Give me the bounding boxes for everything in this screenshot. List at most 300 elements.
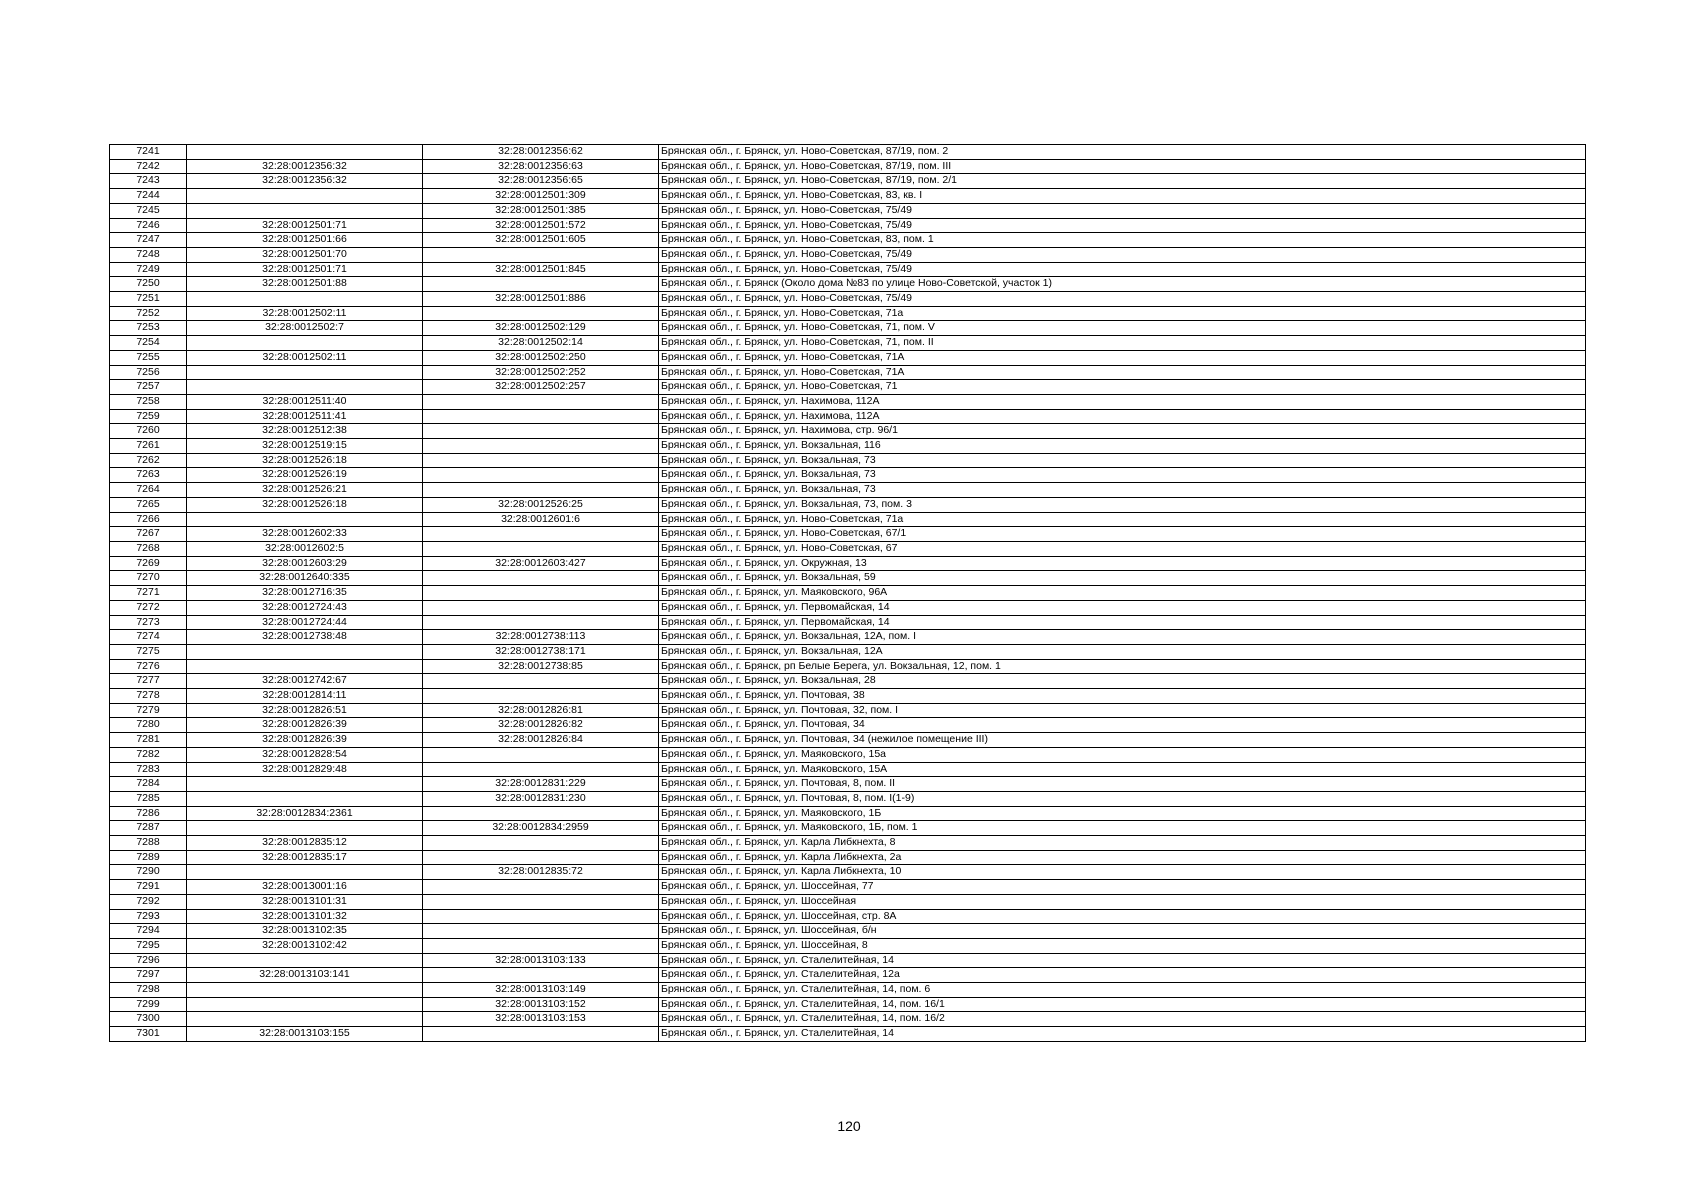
row-number-cell: 7256 [110, 365, 187, 380]
building-cadastral-number-cell: 32:28:0012826:84 [423, 733, 659, 748]
land-cadastral-number-cell: 32:28:0012356:32 [187, 159, 423, 174]
address-cell: Брянская обл., г. Брянск, ул. Ново-Советская, 75/49 [659, 292, 1586, 307]
land-cadastral-number-cell [187, 865, 423, 880]
building-cadastral-number-cell: 32:28:0012831:229 [423, 777, 659, 792]
row-number-cell: 7251 [110, 292, 187, 307]
address-cell: Брянская обл., г. Брянск, ул. Вокзальная, 73, пом. 3 [659, 497, 1586, 512]
building-cadastral-number-cell: 32:28:0012502:257 [423, 380, 659, 395]
address-cell: Брянская обл., г. Брянск, ул. Ново-Советская, 87/19, пом. III [659, 159, 1586, 174]
table-row [110, 497, 1586, 512]
address-cell: Брянская обл., г. Брянск, ул. Сталелитейная, 14, пом. 6 [659, 983, 1586, 998]
table-row [110, 468, 1586, 483]
row-number-cell: 7288 [110, 836, 187, 851]
address-cell: Брянская обл., г. Брянск, ул. Ново-Советская, 75/49 [659, 262, 1586, 277]
address-cell: Брянская обл., г. Брянск, ул. Ново-Советская, 71а [659, 306, 1586, 321]
row-number-cell: 7267 [110, 527, 187, 542]
table-row [110, 571, 1586, 586]
land-cadastral-number-cell [187, 659, 423, 674]
row-number-cell: 7287 [110, 821, 187, 836]
building-cadastral-number-cell: 32:28:0012501:385 [423, 203, 659, 218]
land-cadastral-number-cell: 32:28:0012826:39 [187, 733, 423, 748]
building-cadastral-number-cell [423, 277, 659, 292]
building-cadastral-number-cell [423, 689, 659, 704]
row-number-cell: 7275 [110, 644, 187, 659]
land-cadastral-number-cell [187, 380, 423, 395]
table-row [110, 247, 1586, 262]
row-number-cell: 7254 [110, 336, 187, 351]
row-number-cell: 7261 [110, 439, 187, 454]
land-cadastral-number-cell: 32:28:0012519:15 [187, 439, 423, 454]
row-number-cell: 7282 [110, 747, 187, 762]
address-cell: Брянская обл., г. Брянск, ул. Ново-Советская, 71а [659, 512, 1586, 527]
address-cell: Брянская обл., г. Брянск, ул. Почтовая, 34 (нежилое помещение III) [659, 733, 1586, 748]
registry-table [109, 144, 1586, 1042]
address-cell: Брянская обл., г. Брянск, ул. Ново-Советская, 67 [659, 541, 1586, 556]
table-row [110, 938, 1586, 953]
land-cadastral-number-cell [187, 644, 423, 659]
row-number-cell: 7280 [110, 718, 187, 733]
row-number-cell: 7277 [110, 674, 187, 689]
address-cell: Брянская обл., г. Брянск, ул. Шоссейная, 8 [659, 938, 1586, 953]
row-number-cell: 7283 [110, 762, 187, 777]
address-cell: Брянская обл., г. Брянск, ул. Вокзальная, 73 [659, 468, 1586, 483]
building-cadastral-number-cell [423, 938, 659, 953]
land-cadastral-number-cell: 32:28:0012835:12 [187, 836, 423, 851]
building-cadastral-number-cell: 32:28:0012356:62 [423, 145, 659, 160]
address-cell: Брянская обл., г. Брянск, ул. Почтовая, 38 [659, 689, 1586, 704]
table-row [110, 983, 1586, 998]
page-number: 120 [837, 1118, 861, 1134]
table-row [110, 306, 1586, 321]
row-number-cell: 7297 [110, 968, 187, 983]
land-cadastral-number-cell: 32:28:0012512:38 [187, 424, 423, 439]
address-cell: Брянская обл., г. Брянск, ул. Почтовая, 8, пом. II [659, 777, 1586, 792]
building-cadastral-number-cell: 32:28:0012502:14 [423, 336, 659, 351]
building-cadastral-number-cell: 32:28:0012501:845 [423, 262, 659, 277]
address-cell: Брянская обл., г. Брянск, ул. Ново-Советская, 75/49 [659, 247, 1586, 262]
land-cadastral-number-cell: 32:28:0013101:32 [187, 909, 423, 924]
land-cadastral-number-cell: 32:28:0013102:35 [187, 924, 423, 939]
building-cadastral-number-cell: 32:28:0012826:81 [423, 703, 659, 718]
row-number-cell: 7245 [110, 203, 187, 218]
building-cadastral-number-cell [423, 306, 659, 321]
land-cadastral-number-cell: 32:28:0012602:5 [187, 541, 423, 556]
table-row [110, 924, 1586, 939]
address-cell: Брянская обл., г. Брянск, ул. Первомайская, 14 [659, 600, 1586, 615]
building-cadastral-number-cell: 32:28:0012501:572 [423, 218, 659, 233]
table-row [110, 850, 1586, 865]
address-cell: Брянская обл., г. Брянск, ул. Шоссейная, стр. 8А [659, 909, 1586, 924]
address-cell: Брянская обл., г. Брянск, ул. Ново-Советская, 87/19, пом. 2/1 [659, 174, 1586, 189]
table-row [110, 865, 1586, 880]
table-row [110, 233, 1586, 248]
building-cadastral-number-cell [423, 762, 659, 777]
row-number-cell: 7292 [110, 894, 187, 909]
address-cell: Брянская обл., г. Брянск, ул. Сталелитейная, 14, пом. 16/1 [659, 997, 1586, 1012]
address-cell: Брянская обл., г. Брянск, рп Белые Берега, ул. Вокзальная, 12, пом. 1 [659, 659, 1586, 674]
table-row [110, 659, 1586, 674]
building-cadastral-number-cell: 32:28:0013103:133 [423, 953, 659, 968]
land-cadastral-number-cell: 32:28:0012501:70 [187, 247, 423, 262]
building-cadastral-number-cell [423, 453, 659, 468]
land-cadastral-number-cell: 32:28:0012501:88 [187, 277, 423, 292]
table-row [110, 806, 1586, 821]
table-row [110, 189, 1586, 204]
address-cell: Брянская обл., г. Брянск, ул. Шоссейная, 77 [659, 880, 1586, 895]
land-cadastral-number-cell: 32:28:0012742:67 [187, 674, 423, 689]
building-cadastral-number-cell [423, 409, 659, 424]
row-number-cell: 7296 [110, 953, 187, 968]
table-row [110, 203, 1586, 218]
row-number-cell: 7301 [110, 1027, 187, 1042]
table-row [110, 880, 1586, 895]
row-number-cell: 7242 [110, 159, 187, 174]
table-row [110, 762, 1586, 777]
building-cadastral-number-cell [423, 836, 659, 851]
building-cadastral-number-cell: 32:28:0012501:309 [423, 189, 659, 204]
table-row [110, 453, 1586, 468]
address-cell: Брянская обл., г. Брянск, ул. Карла Либкнехта, 8 [659, 836, 1586, 851]
address-cell: Брянская обл., г. Брянск, ул. Карла Либкнехта, 2а [659, 850, 1586, 865]
row-number-cell: 7266 [110, 512, 187, 527]
building-cadastral-number-cell [423, 909, 659, 924]
land-cadastral-number-cell: 32:28:0013102:42 [187, 938, 423, 953]
building-cadastral-number-cell: 32:28:0012738:171 [423, 644, 659, 659]
building-cadastral-number-cell: 32:28:0012826:82 [423, 718, 659, 733]
building-cadastral-number-cell: 32:28:0012738:85 [423, 659, 659, 674]
land-cadastral-number-cell [187, 336, 423, 351]
land-cadastral-number-cell [187, 292, 423, 307]
row-number-cell: 7276 [110, 659, 187, 674]
table-row [110, 527, 1586, 542]
table-row [110, 541, 1586, 556]
building-cadastral-number-cell: 32:28:0012603:427 [423, 556, 659, 571]
table-row [110, 909, 1586, 924]
table-row [110, 321, 1586, 336]
building-cadastral-number-cell: 32:28:0012501:886 [423, 292, 659, 307]
table-row [110, 218, 1586, 233]
building-cadastral-number-cell [423, 424, 659, 439]
building-cadastral-number-cell [423, 747, 659, 762]
address-cell: Брянская обл., г. Брянск, ул. Вокзальная, 73 [659, 453, 1586, 468]
row-number-cell: 7294 [110, 924, 187, 939]
table-row [110, 1012, 1586, 1027]
address-cell: Брянская обл., г. Брянск, ул. Сталелитейная, 14 [659, 1027, 1586, 1042]
address-cell: Брянская обл., г. Брянск, ул. Маяковского, 15а [659, 747, 1586, 762]
land-cadastral-number-cell [187, 997, 423, 1012]
row-number-cell: 7274 [110, 630, 187, 645]
table-row [110, 394, 1586, 409]
table-row [110, 997, 1586, 1012]
address-cell: Брянская обл., г. Брянск, ул. Окружная, 13 [659, 556, 1586, 571]
land-cadastral-number-cell: 32:28:0012724:43 [187, 600, 423, 615]
row-number-cell: 7279 [110, 703, 187, 718]
row-number-cell: 7249 [110, 262, 187, 277]
land-cadastral-number-cell: 32:28:0012826:39 [187, 718, 423, 733]
table-row [110, 777, 1586, 792]
land-cadastral-number-cell: 32:28:0012834:2361 [187, 806, 423, 821]
land-cadastral-number-cell [187, 145, 423, 160]
table-row [110, 380, 1586, 395]
row-number-cell: 7265 [110, 497, 187, 512]
land-cadastral-number-cell: 32:28:0012502:7 [187, 321, 423, 336]
table-row [110, 424, 1586, 439]
land-cadastral-number-cell: 32:28:0012356:32 [187, 174, 423, 189]
address-cell: Брянская обл., г. Брянск, ул. Нахимова, 112А [659, 409, 1586, 424]
building-cadastral-number-cell: 32:28:0012356:63 [423, 159, 659, 174]
row-number-cell: 7273 [110, 615, 187, 630]
building-cadastral-number-cell [423, 586, 659, 601]
address-cell: Брянская обл., г. Брянск, ул. Шоссейная, б/н [659, 924, 1586, 939]
table-row [110, 703, 1586, 718]
land-cadastral-number-cell: 32:28:0013103:155 [187, 1027, 423, 1042]
address-cell: Брянская обл., г. Брянск, ул. Шоссейная [659, 894, 1586, 909]
land-cadastral-number-cell: 32:28:0012835:17 [187, 850, 423, 865]
registry-table-body [110, 145, 1586, 1042]
land-cadastral-number-cell: 32:28:0012738:48 [187, 630, 423, 645]
land-cadastral-number-cell: 32:28:0012526:18 [187, 497, 423, 512]
land-cadastral-number-cell: 32:28:0012502:11 [187, 306, 423, 321]
address-cell: Брянская обл., г. Брянск, ул. Ново-Советская, 83, пом. 1 [659, 233, 1586, 248]
address-cell: Брянская обл., г. Брянск, ул. Вокзальная, 12А, пом. I [659, 630, 1586, 645]
address-cell: Брянская обл., г. Брянск, ул. Сталелитейная, 14 [659, 953, 1586, 968]
row-number-cell: 7247 [110, 233, 187, 248]
building-cadastral-number-cell: 32:28:0012501:605 [423, 233, 659, 248]
building-cadastral-number-cell [423, 394, 659, 409]
table-row [110, 836, 1586, 851]
row-number-cell: 7255 [110, 350, 187, 365]
building-cadastral-number-cell: 32:28:0013103:152 [423, 997, 659, 1012]
row-number-cell: 7258 [110, 394, 187, 409]
land-cadastral-number-cell: 32:28:0012501:66 [187, 233, 423, 248]
row-number-cell: 7291 [110, 880, 187, 895]
address-cell: Брянская обл., г. Брянск, ул. Вокзальная, 28 [659, 674, 1586, 689]
table-row [110, 277, 1586, 292]
table-row [110, 968, 1586, 983]
table-row [110, 556, 1586, 571]
address-cell: Брянская обл., г. Брянск, ул. Почтовая, 32, пом. I [659, 703, 1586, 718]
building-cadastral-number-cell [423, 600, 659, 615]
building-cadastral-number-cell [423, 439, 659, 454]
address-cell: Брянская обл., г. Брянск, ул. Ново-Советская, 71 [659, 380, 1586, 395]
row-number-cell: 7246 [110, 218, 187, 233]
row-number-cell: 7285 [110, 791, 187, 806]
building-cadastral-number-cell [423, 541, 659, 556]
row-number-cell: 7272 [110, 600, 187, 615]
row-number-cell: 7269 [110, 556, 187, 571]
building-cadastral-number-cell [423, 850, 659, 865]
address-cell: Брянская обл., г. Брянск, ул. Почтовая, 8, пом. I(1-9) [659, 791, 1586, 806]
address-cell: Брянская обл., г. Брянск, ул. Нахимова, 112А [659, 394, 1586, 409]
building-cadastral-number-cell: 32:28:0012601:6 [423, 512, 659, 527]
row-number-cell: 7293 [110, 909, 187, 924]
building-cadastral-number-cell [423, 968, 659, 983]
address-cell: Брянская обл., г. Брянск, ул. Сталелитейная, 14, пом. 16/2 [659, 1012, 1586, 1027]
table-row [110, 586, 1586, 601]
address-cell: Брянская обл., г. Брянск, ул. Маяковского, 15А [659, 762, 1586, 777]
table-row [110, 159, 1586, 174]
address-cell: Брянская обл., г. Брянск, ул. Ново-Советская, 83, кв. I [659, 189, 1586, 204]
address-cell: Брянская обл., г. Брянск, ул. Ново-Советская, 87/19, пом. 2 [659, 145, 1586, 160]
land-cadastral-number-cell [187, 365, 423, 380]
address-cell: Брянская обл., г. Брянск, ул. Нахимова, стр. 96/1 [659, 424, 1586, 439]
building-cadastral-number-cell: 32:28:0012502:252 [423, 365, 659, 380]
row-number-cell: 7264 [110, 483, 187, 498]
address-cell: Брянская обл., г. Брянск, ул. Ново-Советская, 67/1 [659, 527, 1586, 542]
row-number-cell: 7253 [110, 321, 187, 336]
row-number-cell: 7252 [110, 306, 187, 321]
building-cadastral-number-cell: 32:28:0013103:149 [423, 983, 659, 998]
table-row [110, 1027, 1586, 1042]
table-row [110, 483, 1586, 498]
row-number-cell: 7248 [110, 247, 187, 262]
address-cell: Брянская обл., г. Брянск, ул. Ново-Советская, 71, пом. II [659, 336, 1586, 351]
land-cadastral-number-cell: 32:28:0012502:11 [187, 350, 423, 365]
address-cell: Брянская обл., г. Брянск, ул. Маяковского, 1Б, пом. 1 [659, 821, 1586, 836]
building-cadastral-number-cell: 32:28:0012835:72 [423, 865, 659, 880]
land-cadastral-number-cell: 32:28:0012716:35 [187, 586, 423, 601]
address-cell: Брянская обл., г. Брянск, ул. Вокзальная, 59 [659, 571, 1586, 586]
land-cadastral-number-cell [187, 983, 423, 998]
building-cadastral-number-cell [423, 880, 659, 895]
table-row [110, 821, 1586, 836]
land-cadastral-number-cell [187, 203, 423, 218]
land-cadastral-number-cell: 32:28:0012511:41 [187, 409, 423, 424]
building-cadastral-number-cell [423, 894, 659, 909]
row-number-cell: 7281 [110, 733, 187, 748]
address-cell: Брянская обл., г. Брянск, ул. Ново-Советская, 75/49 [659, 218, 1586, 233]
address-cell: Брянская обл., г. Брянск, ул. Вокзальная, 116 [659, 439, 1586, 454]
row-number-cell: 7295 [110, 938, 187, 953]
building-cadastral-number-cell [423, 1027, 659, 1042]
building-cadastral-number-cell: 32:28:0012834:2959 [423, 821, 659, 836]
building-cadastral-number-cell [423, 527, 659, 542]
address-cell: Брянская обл., г. Брянск, ул. Почтовая, 34 [659, 718, 1586, 733]
table-row [110, 512, 1586, 527]
table-row [110, 145, 1586, 160]
row-number-cell: 7259 [110, 409, 187, 424]
land-cadastral-number-cell: 32:28:0013101:31 [187, 894, 423, 909]
row-number-cell: 7250 [110, 277, 187, 292]
building-cadastral-number-cell [423, 924, 659, 939]
building-cadastral-number-cell [423, 674, 659, 689]
table-row [110, 689, 1586, 704]
address-cell: Брянская обл., г. Брянск, ул. Ново-Советская, 71, пом. V [659, 321, 1586, 336]
table-row [110, 644, 1586, 659]
building-cadastral-number-cell: 32:28:0012526:25 [423, 497, 659, 512]
land-cadastral-number-cell: 32:28:0012828:54 [187, 747, 423, 762]
table-row [110, 718, 1586, 733]
table-row [110, 953, 1586, 968]
row-number-cell: 7243 [110, 174, 187, 189]
land-cadastral-number-cell [187, 777, 423, 792]
table-row [110, 262, 1586, 277]
table-row [110, 615, 1586, 630]
row-number-cell: 7278 [110, 689, 187, 704]
address-cell: Брянская обл., г. Брянск, ул. Ново-Советская, 71А [659, 365, 1586, 380]
row-number-cell: 7290 [110, 865, 187, 880]
building-cadastral-number-cell: 32:28:0013103:153 [423, 1012, 659, 1027]
address-cell: Брянская обл., г. Брянск, ул. Ново-Советская, 71А [659, 350, 1586, 365]
land-cadastral-number-cell [187, 821, 423, 836]
table-row [110, 365, 1586, 380]
table-row [110, 791, 1586, 806]
row-number-cell: 7241 [110, 145, 187, 160]
row-number-cell: 7299 [110, 997, 187, 1012]
building-cadastral-number-cell [423, 615, 659, 630]
land-cadastral-number-cell: 32:28:0012640:335 [187, 571, 423, 586]
address-cell: Брянская обл., г. Брянск, ул. Маяковского, 1Б [659, 806, 1586, 821]
address-cell: Брянская обл., г. Брянск, ул. Карла Либкнехта, 10 [659, 865, 1586, 880]
address-cell: Брянская обл., г. Брянск, ул. Сталелитейная, 12а [659, 968, 1586, 983]
table-row [110, 336, 1586, 351]
land-cadastral-number-cell: 32:28:0012501:71 [187, 262, 423, 277]
land-cadastral-number-cell: 32:28:0013103:141 [187, 968, 423, 983]
row-number-cell: 7284 [110, 777, 187, 792]
row-number-cell: 7271 [110, 586, 187, 601]
table-row [110, 600, 1586, 615]
building-cadastral-number-cell: 32:28:0012502:250 [423, 350, 659, 365]
address-cell: Брянская обл., г. Брянск, ул. Вокзальная, 73 [659, 483, 1586, 498]
address-cell: Брянская обл., г. Брянск, ул. Вокзальная, 12А [659, 644, 1586, 659]
table-row [110, 174, 1586, 189]
table-row [110, 674, 1586, 689]
land-cadastral-number-cell [187, 953, 423, 968]
building-cadastral-number-cell: 32:28:0012738:113 [423, 630, 659, 645]
land-cadastral-number-cell: 32:28:0012829:48 [187, 762, 423, 777]
land-cadastral-number-cell: 32:28:0012603:29 [187, 556, 423, 571]
row-number-cell: 7268 [110, 541, 187, 556]
row-number-cell: 7300 [110, 1012, 187, 1027]
address-cell: Брянская обл., г. Брянск, ул. Ново-Советская, 75/49 [659, 203, 1586, 218]
land-cadastral-number-cell: 32:28:0012826:51 [187, 703, 423, 718]
row-number-cell: 7298 [110, 983, 187, 998]
row-number-cell: 7244 [110, 189, 187, 204]
row-number-cell: 7286 [110, 806, 187, 821]
table-row [110, 350, 1586, 365]
address-cell: Брянская обл., г. Брянск, ул. Первомайская, 14 [659, 615, 1586, 630]
row-number-cell: 7262 [110, 453, 187, 468]
building-cadastral-number-cell [423, 571, 659, 586]
land-cadastral-number-cell: 32:28:0012526:18 [187, 453, 423, 468]
row-number-cell: 7260 [110, 424, 187, 439]
table-row [110, 292, 1586, 307]
building-cadastral-number-cell: 32:28:0012356:65 [423, 174, 659, 189]
land-cadastral-number-cell: 32:28:0012814:11 [187, 689, 423, 704]
address-cell: Брянская обл., г. Брянск, ул. Маяковского, 96А [659, 586, 1586, 601]
land-cadastral-number-cell: 32:28:0012526:19 [187, 468, 423, 483]
building-cadastral-number-cell [423, 247, 659, 262]
table-row [110, 733, 1586, 748]
address-cell: Брянская обл., г. Брянск (Около дома №83 по улице Ново-Советской, участок 1) [659, 277, 1586, 292]
building-cadastral-number-cell: 32:28:0012502:129 [423, 321, 659, 336]
land-cadastral-number-cell: 32:28:0012511:40 [187, 394, 423, 409]
land-cadastral-number-cell [187, 189, 423, 204]
building-cadastral-number-cell [423, 806, 659, 821]
land-cadastral-number-cell [187, 791, 423, 806]
building-cadastral-number-cell [423, 483, 659, 498]
land-cadastral-number-cell: 32:28:0012526:21 [187, 483, 423, 498]
table-row [110, 747, 1586, 762]
row-number-cell: 7263 [110, 468, 187, 483]
table-row [110, 439, 1586, 454]
land-cadastral-number-cell: 32:28:0012602:33 [187, 527, 423, 542]
land-cadastral-number-cell: 32:28:0012501:71 [187, 218, 423, 233]
row-number-cell: 7257 [110, 380, 187, 395]
table-row [110, 894, 1586, 909]
land-cadastral-number-cell [187, 1012, 423, 1027]
row-number-cell: 7270 [110, 571, 187, 586]
